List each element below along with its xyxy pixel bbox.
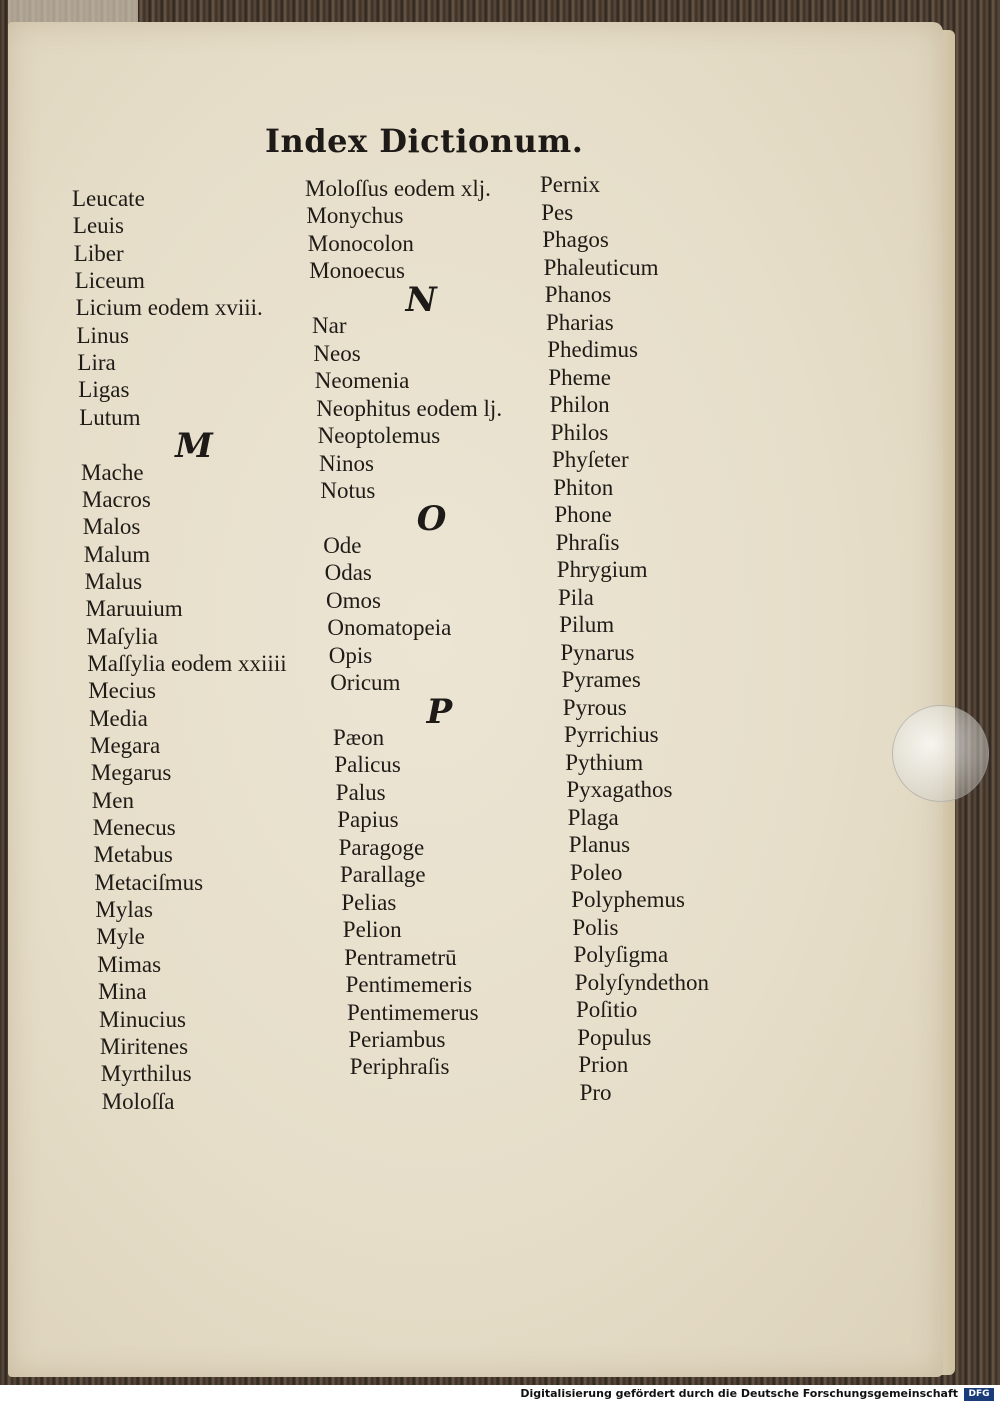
index-entry-word: Pynarus: [560, 639, 635, 665]
footer-credit: Digitalisierung gefördert durch die Deutsche Forschungsgemeinschaft: [520, 1387, 958, 1400]
index-entry-word: Polyſyndethon: [574, 969, 709, 995]
index-entry-word: Monoecus: [309, 258, 406, 284]
index-entry-word: Neomenia: [314, 368, 410, 394]
index-entry-word: Omos: [326, 587, 381, 613]
index-entry-word: Pes: [541, 199, 574, 225]
index-entry-word: Ode: [323, 532, 362, 558]
glass-page-holder: [892, 705, 989, 802]
index-entry-word: Pernix: [540, 172, 601, 197]
index-entry-word: Malum: [83, 541, 151, 567]
index-entry-word: Miritenes: [99, 1033, 189, 1059]
index-entry-word: Phedimus: [547, 337, 638, 362]
index-entry-word: Papius: [337, 807, 399, 833]
index-entry-word: Megarus: [90, 760, 172, 786]
index-entry-word: Phyſeter: [552, 447, 629, 472]
index-entry-word: Polyphemus: [571, 887, 685, 912]
index-entry-word: Leucate: [72, 186, 145, 211]
index-entry-word: Pæon: [333, 725, 385, 750]
index-entry-word: Pythium: [565, 749, 644, 775]
index-entry-word: Monychus: [306, 203, 404, 229]
index-entry-word: Maſylia: [86, 623, 158, 649]
index-entry-word: Phagos: [542, 227, 609, 252]
index-entry-word: Philos: [550, 419, 609, 445]
index-entry-word: Periambus: [348, 1026, 446, 1052]
index-entry-word: Phanos: [544, 282, 612, 307]
index-entry-word: Phaleuticum: [543, 254, 659, 280]
index-entry-word: Pyrrichius: [564, 722, 659, 747]
index-entry-word: Moloſſus eodem xlj.: [305, 176, 491, 201]
index-entry-word: Pyrames: [561, 667, 641, 692]
section-initial-o: O: [416, 499, 447, 540]
index-entry-word: Myrthilus: [100, 1061, 192, 1087]
index-entry-word: Phraſis: [555, 529, 620, 555]
index-entry-word: Pentimemerus: [347, 999, 479, 1025]
index-entry-word: Maſſylia eodem xxiiii: [87, 650, 287, 676]
index-entry-word: Philon: [549, 392, 610, 417]
footer-bar: [0, 1385, 1000, 1405]
index-entry-word: Pelias: [341, 889, 397, 915]
index-entry-word: Maruuium: [85, 596, 183, 622]
index-entry-word: Parallage: [340, 862, 426, 888]
index-entry-word: Menecus: [92, 815, 176, 841]
index-entry-word: Phrygium: [556, 557, 648, 582]
index-entry-word: Polyſigma: [573, 942, 669, 967]
index-entry-word: Poſitio: [576, 997, 638, 1022]
index-entry-word: Ligas: [78, 377, 130, 403]
index-entry-word: Megara: [90, 733, 161, 758]
section-initial-p: P: [426, 691, 453, 732]
index-entry-word: Malos: [82, 514, 141, 540]
index-entry-word: Ninos: [319, 450, 374, 476]
index-entry-word: Men: [91, 787, 134, 813]
index-entry-word: Neoptolemus: [317, 423, 441, 449]
index-entry-word: Pila: [558, 584, 594, 610]
index-entry-word: Media: [89, 705, 148, 731]
index-entry-word: Notus: [320, 477, 376, 503]
index-entry-word: Metaciſmus: [94, 869, 204, 895]
index-entry-word: Moloſſa: [101, 1088, 175, 1114]
index-entry-word: Pyrous: [562, 694, 627, 720]
index-entry-word: Liber: [73, 240, 124, 266]
index-entry-word: Lira: [77, 350, 116, 376]
index-entry-word: Pheme: [548, 364, 611, 390]
index-entry-word: Poleo: [570, 859, 623, 885]
index-entry-word: Licium eodem xviii.: [75, 295, 263, 321]
index-entry-word: Mimas: [97, 951, 162, 977]
index-entry-word: Macros: [81, 486, 151, 512]
index-entry-word: Populus: [577, 1024, 652, 1050]
index-entry-word: Pyxagathos: [566, 777, 673, 802]
index-entry-word: Mina: [98, 979, 147, 1005]
index-entry-word: Paragoge: [338, 834, 425, 860]
index-entry-word: Linus: [76, 322, 129, 348]
index-entry-word: Neos: [313, 340, 361, 366]
index-entry-word: Phiton: [553, 474, 614, 500]
index-entry-word: Monocolon: [307, 230, 414, 256]
dfg-logo: DFG: [964, 1388, 994, 1401]
index-entry-word: Nar: [312, 313, 347, 339]
index-entry-word: Pentimemeris: [345, 972, 473, 998]
index-entry-word: Myle: [96, 924, 145, 950]
index-entry-word: Lutum: [79, 404, 141, 430]
index-entry-word: Mecius: [88, 678, 156, 704]
index-entry-word: Periphraſis: [349, 1054, 450, 1080]
index-entry-word: Palus: [335, 779, 386, 805]
index-entry-word: Mylas: [95, 897, 153, 923]
index-heading: Index Dictionum.: [265, 122, 584, 160]
index-entry-word: Leuis: [72, 213, 124, 239]
index-entry-word: Opis: [328, 642, 373, 668]
index-entry-word: Oricum: [330, 670, 401, 696]
index-entry-word: Pharias: [546, 309, 614, 335]
index-entry-word: Pelion: [342, 917, 402, 943]
index-entry-word: Pilum: [559, 612, 615, 637]
index-entry-word: Pro: [579, 1079, 612, 1105]
index-entry-word: Liceum: [74, 268, 145, 294]
index-entry-word: Neophitus eodem lj.: [316, 395, 503, 421]
index-entry-word: Odas: [324, 560, 372, 586]
index-entry-word: Mache: [81, 459, 144, 485]
index-entry-word: Malus: [84, 568, 143, 594]
index-entry-word: Onomatopeia: [327, 615, 452, 641]
index-entry-word: Pentrametrū: [344, 944, 457, 970]
index-entry-word: Minucius: [99, 1006, 186, 1032]
index-entry-word: Plaga: [567, 804, 619, 830]
index-entry-word: Phone: [554, 502, 612, 527]
index-entry-word: Metabus: [93, 842, 173, 868]
section-initial-n: N: [405, 279, 437, 320]
section-initial-m: M: [175, 426, 213, 467]
index-entry-word: Polis: [572, 914, 619, 940]
index-entry-word: Planus: [568, 832, 631, 857]
index-entry-word: Prion: [578, 1052, 629, 1077]
index-entry-word: Palicus: [334, 752, 401, 778]
